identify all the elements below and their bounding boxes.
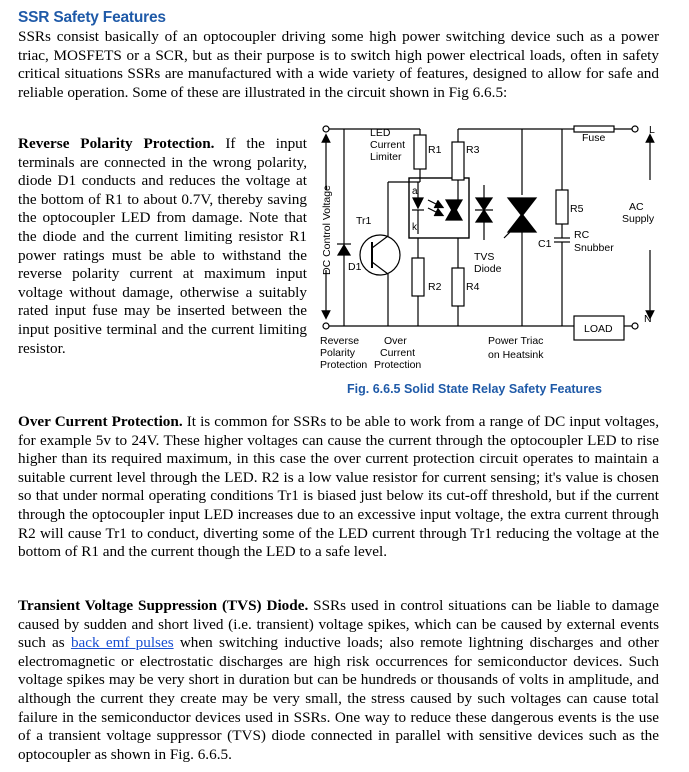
over-current-paragraph <box>18 413 659 562</box>
label-r5: R5 <box>570 203 584 215</box>
label-tvs-2: Diode <box>474 263 502 275</box>
label-over-2: Current <box>380 347 416 359</box>
label-over-3: Protection <box>374 359 422 371</box>
ssr-circuit-diagram <box>312 120 662 380</box>
figure-caption: Fig. 6.6.5 Solid State Relay Safety Features <box>347 382 602 396</box>
reverse-polarity-title: Reverse Polarity Protection. <box>18 135 215 152</box>
label-over-1: Over <box>384 335 407 347</box>
label-rc-1: RC <box>574 229 590 241</box>
label-a: a <box>412 186 418 197</box>
label-r2: R2 <box>428 281 442 293</box>
label-dc-control-voltage: DC Control Voltage <box>321 185 333 275</box>
label-c1: C1 <box>538 238 552 250</box>
label-led-current-2: Current <box>370 139 406 151</box>
label-tr1: Tr1 <box>356 215 372 227</box>
label-fuse: Fuse <box>582 132 606 144</box>
tvs-title: Transient Voltage Suppression (TVS) Diode. <box>18 597 309 614</box>
label-r1: R1 <box>428 144 442 156</box>
label-d1: D1 <box>348 261 362 273</box>
intro-paragraph: SSRs consist basically of an optocoupler driving some high power switching device such as a power triac, MOSFETS or a SCR, but as their purpose is to switch high power electrical loads, often in safety critical situations SSRs are manufactured with a wide variety of features, designed to allow for safe and reliable operation. Some of these are illustrated in the circuit shown in Fig 6.6.5: <box>18 28 659 101</box>
label-n: N <box>644 313 652 325</box>
tvs-body-before: SSRs used in control situations can be liable to damage caused by sudden and short lived (i.e. transient) voltage spikes, which can be caused by external events such as <box>18 597 659 652</box>
label-ac-2: Supply <box>622 213 655 225</box>
label-rc-2: Snubber <box>574 242 614 254</box>
over-current-body: It is common for SSRs to be able to work from a range of DC input voltages, for example 5v to 24V. These higher voltages can cause the current through the optocoupler LED to rise higher than its required maximum, in this case the over current protection circuit operates to maintain a suitable current level through the LED. R2 is a low value resistor for current sensing; it's value is chosen so that under normal operating conditions Tr1 is biased just below its cut-off threshold, but if the current through the optocoupler input LED increases due to an excessive input voltage, the extra current through R2 will cause Tr1 to conduct, diverting some of the LED current through Tr1 reducing the voltage at the bottom of R1 and the current though the LED to a safe level. <box>18 413 659 561</box>
label-reverse-1: Reverse <box>320 335 360 347</box>
over-current-title: Over Current Protection. <box>18 413 183 430</box>
label-led-current-3: Limiter <box>370 151 402 163</box>
label-reverse-2: Polarity <box>320 347 356 359</box>
section-heading: SSR Safety Features <box>18 9 166 26</box>
tvs-body-after: when switching inductive loads; also remote lightning discharges and other electromagnetic or electrostatic discharges are high risk occurrences for semiconductor devices. Such voltage spikes may be very short in duration but can be hundreds or thousands of volts in amplitude, and although the current they create may be very small, the stress caused by such voltages can cause total failure in the semiconductor devices used in SSRs. One way to reduce these dangerous events is the use of a transient voltage suppressor (TVS) diode connected in parallel with sensitive devices such as the optocoupler as shown in Fig. 6.6.5. <box>18 634 659 763</box>
label-l: L <box>649 124 655 136</box>
label-triac-1: Power Triac <box>488 335 544 347</box>
label-ac-1: AC <box>629 201 644 213</box>
label-reverse-3: Protection <box>320 359 368 371</box>
tvs-paragraph <box>18 597 659 764</box>
label-led-current-1: LED <box>370 127 391 139</box>
reverse-polarity-body: If the input terminals are connected in the wrong polarity, diode D1 conducts and reduces the voltage at the bottom of R1 to about 0.7V, thereby saving the optocoupler LED from damage. Note that the diode and the current limiting resistor R1 power ratings must be able to withstand the reverse polarity current at maximum input voltage without damage, otherwise a suitably rated input fuse may be inserted between the input positive terminal and the current limiting resistor. <box>18 135 307 357</box>
back-emf-link[interactable]: back emf pulses <box>70 634 174 652</box>
label-tvs-1: TVS <box>474 251 495 263</box>
label-load: LOAD <box>584 323 613 335</box>
label-r4: R4 <box>466 281 480 293</box>
label-triac-2: on Heatsink <box>488 349 544 361</box>
label-r3: R3 <box>466 144 480 156</box>
reverse-polarity-paragraph <box>18 135 307 358</box>
label-k: k <box>412 222 417 233</box>
